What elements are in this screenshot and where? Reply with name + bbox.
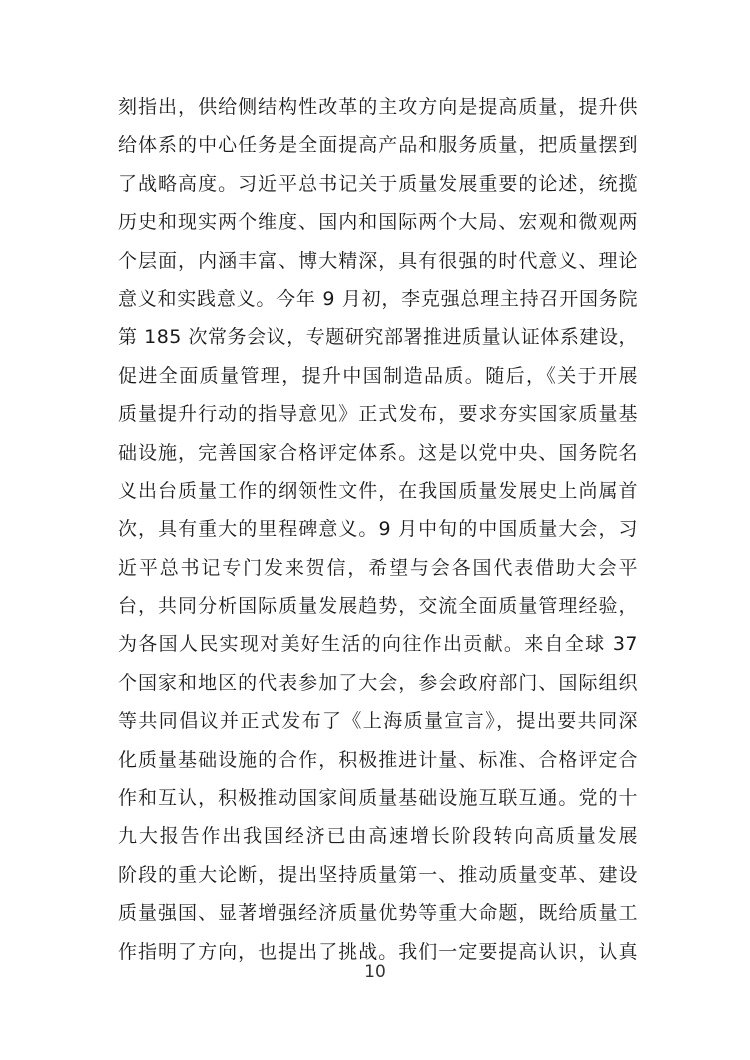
text-line: 给体系的中心任务是全面提高产品和服务质量，把质量摆到 — [118, 134, 638, 157]
body-text — [118, 88, 638, 971]
text-line: 等共同倡议并正式发布了《上海质量宣言》，提出要共同深 — [118, 710, 638, 733]
text-line: 础设施，完善国家合格评定体系。这是以党中央、国务院名 — [118, 441, 638, 464]
text-line: 个层面，内涵丰富、博大精深，具有很强的时代意义、理论 — [118, 249, 638, 272]
text-line: 九大报告作出我国经济已由高速增长阶段转向高质量发展 — [118, 825, 638, 848]
text-line: 义出台质量工作的纲领性文件，在我国质量发展史上尚属首 — [118, 479, 638, 502]
text-line: 阶段的重大论断，提出坚持质量第一、推动质量变革、建设 — [118, 863, 638, 886]
text-line: 作和互认，积极推动国家间质量基础设施互联互通。党的十 — [118, 787, 638, 810]
text-line: 第 185 次常务会议，专题研究部署推进质量认证体系建设， — [118, 326, 638, 349]
page-number: 10 — [364, 962, 386, 982]
text-line: 历史和现实两个维度、国内和国际两个大局、宏观和微观两 — [118, 211, 638, 234]
text-line: 质量强国、显著增强经济质量优势等重大命题，既给质量工 — [118, 902, 638, 925]
text-line: 个国家和地区的代表参加了大会，参会政府部门、国际组织 — [118, 671, 638, 694]
text-line: 作指明了方向，也提出了挑战。我们一定要提高认识，认真 — [118, 940, 638, 963]
text-line: 次，具有重大的里程碑意义。9 月中旬的中国质量大会，习 — [118, 518, 638, 541]
text-line: 台，共同分析国际质量发展趋势，交流全面质量管理经验， — [118, 595, 638, 618]
text-line: 了战略高度。习近平总书记关于质量发展重要的论述，统揽 — [118, 172, 638, 195]
text-line: 化质量基础设施的合作，积极推进计量、标准、合格评定合 — [118, 748, 638, 771]
text-line: 近平总书记专门发来贺信，希望与会各国代表借助大会平 — [118, 556, 638, 579]
text-line: 质量提升行动的指导意见》正式发布，要求夯实国家质量基 — [118, 403, 638, 426]
text-line: 促进全面质量管理，提升中国制造品质。随后，《关于开展 — [118, 364, 638, 387]
text-line: 刻指出，供给侧结构性改革的主攻方向是提高质量，提升供 — [118, 96, 638, 118]
text-line: 为各国人民实现对美好生活的向往作出贡献。来自全球 37 — [118, 633, 638, 656]
text-line: 意义和实践意义。今年 9 月初，李克强总理主持召开国务院 — [118, 287, 638, 310]
